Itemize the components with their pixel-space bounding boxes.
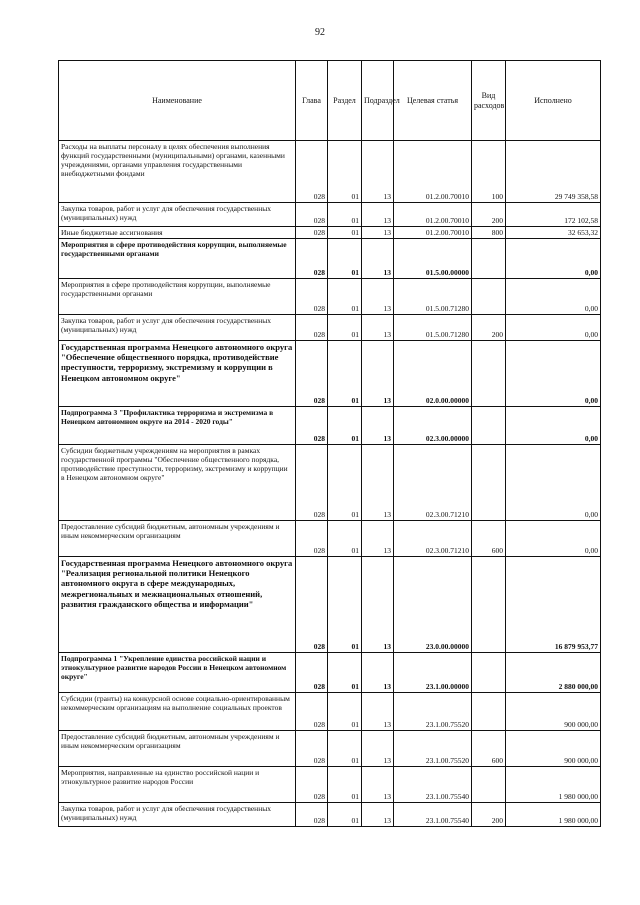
row-subsection: 13 bbox=[362, 731, 394, 767]
row-target: 01.5.00.71280 bbox=[394, 315, 472, 341]
row-subsection: 13 bbox=[362, 407, 394, 445]
row-executed: 1 980 000,00 bbox=[506, 767, 601, 803]
table-row bbox=[59, 767, 601, 803]
row-section: 01 bbox=[328, 653, 362, 693]
row-kind bbox=[472, 693, 506, 731]
row-executed: 0,00 bbox=[506, 445, 601, 521]
row-target: 23.1.00.00000 bbox=[394, 653, 472, 693]
row-target: 23.1.00.75520 bbox=[394, 693, 472, 731]
table-row bbox=[59, 557, 601, 653]
row-chapter: 028 bbox=[296, 653, 328, 693]
row-subsection: 13 bbox=[362, 653, 394, 693]
row-chapter: 028 bbox=[296, 803, 328, 827]
row-section: 01 bbox=[328, 203, 362, 227]
row-subsection: 13 bbox=[362, 803, 394, 827]
col-header-target: Целевая статья bbox=[394, 61, 472, 141]
budget-table bbox=[58, 60, 601, 827]
row-name: Предоставление субсидий бюджетным, автономным учреждениям и иным некоммерческим организациям bbox=[59, 731, 296, 767]
col-header-subsection: Подраздел bbox=[362, 61, 394, 141]
row-chapter: 028 bbox=[296, 239, 328, 279]
row-chapter: 028 bbox=[296, 557, 328, 653]
row-chapter: 028 bbox=[296, 203, 328, 227]
row-subsection: 13 bbox=[362, 767, 394, 803]
col-header-name: Наименование bbox=[59, 61, 296, 141]
row-kind: 800 bbox=[472, 227, 506, 239]
row-section: 01 bbox=[328, 731, 362, 767]
row-section: 01 bbox=[328, 407, 362, 445]
row-subsection: 13 bbox=[362, 279, 394, 315]
col-header-chapter: Глава bbox=[296, 61, 328, 141]
row-executed: 0,00 bbox=[506, 521, 601, 557]
row-name: Подпрограмма 1 "Укрепление единства российской нации и этнокультурное развитие народов России в Ненецком автономном округе" bbox=[59, 653, 296, 693]
row-subsection: 13 bbox=[362, 693, 394, 731]
row-target: 01.2.00.70010 bbox=[394, 203, 472, 227]
row-kind bbox=[472, 239, 506, 279]
row-target: 02.3.00.71210 bbox=[394, 445, 472, 521]
col-header-executed: Исполнено bbox=[506, 61, 601, 141]
row-executed: 1 980 000,00 bbox=[506, 803, 601, 827]
row-section: 01 bbox=[328, 521, 362, 557]
table-row bbox=[59, 803, 601, 827]
row-section: 01 bbox=[328, 557, 362, 653]
table-row bbox=[59, 341, 601, 407]
row-target: 23.1.00.75540 bbox=[394, 767, 472, 803]
table-row bbox=[59, 239, 601, 279]
row-kind bbox=[472, 445, 506, 521]
row-subsection: 13 bbox=[362, 521, 394, 557]
row-section: 01 bbox=[328, 239, 362, 279]
row-executed: 0,00 bbox=[506, 239, 601, 279]
table-row bbox=[59, 731, 601, 767]
row-executed: 900 000,00 bbox=[506, 693, 601, 731]
row-kind bbox=[472, 341, 506, 407]
table-row bbox=[59, 141, 601, 203]
row-subsection: 13 bbox=[362, 557, 394, 653]
row-target: 02.0.00.00000 bbox=[394, 341, 472, 407]
row-target: 23.1.00.75520 bbox=[394, 731, 472, 767]
row-chapter: 028 bbox=[296, 227, 328, 239]
table-row bbox=[59, 279, 601, 315]
row-subsection: 13 bbox=[362, 239, 394, 279]
table-row bbox=[59, 203, 601, 227]
row-section: 01 bbox=[328, 341, 362, 407]
row-kind: 200 bbox=[472, 315, 506, 341]
row-executed: 29 749 358,58 bbox=[506, 141, 601, 203]
row-executed: 2 880 000,00 bbox=[506, 653, 601, 693]
row-name: Мероприятия, направленные на единство российской нации и этнокультурное развитие народов России bbox=[59, 767, 296, 803]
row-subsection: 13 bbox=[362, 445, 394, 521]
row-target: 02.3.00.00000 bbox=[394, 407, 472, 445]
row-executed: 16 879 953,77 bbox=[506, 557, 601, 653]
row-target: 01.2.00.70010 bbox=[394, 141, 472, 203]
row-name: Закупка товаров, работ и услуг для обеспечения государственных (муниципальных) нужд bbox=[59, 315, 296, 341]
table-row bbox=[59, 315, 601, 341]
row-kind bbox=[472, 653, 506, 693]
row-executed: 0,00 bbox=[506, 341, 601, 407]
row-name: Подпрограмма 3 "Профилактика терроризма и экстремизма в Ненецком автономном округе на 2014 - 2020 годы" bbox=[59, 407, 296, 445]
row-chapter: 028 bbox=[296, 521, 328, 557]
row-target: 01.5.00.00000 bbox=[394, 239, 472, 279]
col-header-expense-type: Вид расходов bbox=[472, 61, 506, 141]
row-kind: 600 bbox=[472, 731, 506, 767]
table-row bbox=[59, 653, 601, 693]
row-name: Субсидии (гранты) на конкурсной основе социально-ориентированным некоммерческим организациям на выполнение социальных проектов bbox=[59, 693, 296, 731]
row-executed: 32 653,32 bbox=[506, 227, 601, 239]
row-chapter: 028 bbox=[296, 315, 328, 341]
row-kind: 200 bbox=[472, 803, 506, 827]
table-row bbox=[59, 227, 601, 239]
row-chapter: 028 bbox=[296, 445, 328, 521]
row-subsection: 13 bbox=[362, 203, 394, 227]
row-executed: 0,00 bbox=[506, 279, 601, 315]
row-kind bbox=[472, 767, 506, 803]
row-section: 01 bbox=[328, 141, 362, 203]
row-kind bbox=[472, 407, 506, 445]
page-number: 92 bbox=[315, 27, 325, 38]
row-executed: 0,00 bbox=[506, 407, 601, 445]
row-name: Субсидии бюджетным учреждениям на мероприятия в рамках государственной программы "Обеспечение общественного порядка, противодействие преступности, терроризму, экстремизму и коррупции в Ненецком автономном округе" bbox=[59, 445, 296, 521]
row-name: Государственная программа Ненецкого автономного округа "Обеспечение общественного порядка, противодействие преступности, терроризму, экстремизму и коррупции в Ненецком автономном округе" bbox=[59, 341, 296, 407]
row-section: 01 bbox=[328, 803, 362, 827]
table-header-row bbox=[59, 61, 601, 141]
row-name: Иные бюджетные ассигнования bbox=[59, 227, 296, 239]
row-name: Мероприятия в сфере противодействия коррупции, выполняемые государственными органами bbox=[59, 279, 296, 315]
row-target: 23.0.00.00000 bbox=[394, 557, 472, 653]
row-subsection: 13 bbox=[362, 341, 394, 407]
row-chapter: 028 bbox=[296, 767, 328, 803]
row-chapter: 028 bbox=[296, 341, 328, 407]
row-section: 01 bbox=[328, 279, 362, 315]
row-target: 01.2.00.70010 bbox=[394, 227, 472, 239]
row-name: Расходы на выплаты персоналу в целях обеспечения выполнения функций государственными (муниципальными) органами, казенными учреждениями, органами управления государственными внебюджетными фондами bbox=[59, 141, 296, 203]
row-section: 01 bbox=[328, 445, 362, 521]
row-executed: 900 000,00 bbox=[506, 731, 601, 767]
row-kind bbox=[472, 279, 506, 315]
table-row bbox=[59, 445, 601, 521]
row-name: Закупка товаров, работ и услуг для обеспечения государственных (муниципальных) нужд bbox=[59, 803, 296, 827]
row-section: 01 bbox=[328, 693, 362, 731]
row-name: Закупка товаров, работ и услуг для обеспечения государственных (муниципальных) нужд bbox=[59, 203, 296, 227]
row-kind: 100 bbox=[472, 141, 506, 203]
row-target: 01.5.00.71280 bbox=[394, 279, 472, 315]
row-executed: 0,00 bbox=[506, 315, 601, 341]
row-name: Мероприятия в сфере противодействия коррупции, выполняемые государственными органами bbox=[59, 239, 296, 279]
table-row bbox=[59, 521, 601, 557]
col-header-section: Раздел bbox=[328, 61, 362, 141]
row-kind bbox=[472, 557, 506, 653]
row-subsection: 13 bbox=[362, 141, 394, 203]
row-target: 02.3.00.71210 bbox=[394, 521, 472, 557]
row-section: 01 bbox=[328, 767, 362, 803]
row-chapter: 028 bbox=[296, 279, 328, 315]
row-name: Государственная программа Ненецкого автономного округа "Реализация региональной политики Ненецкого автономного округа в сфере международных, межрегиональных и межнациональных отношений, развития гражданского общества и информации" bbox=[59, 557, 296, 653]
row-subsection: 13 bbox=[362, 227, 394, 239]
row-name: Предоставление субсидий бюджетным, автономным учреждениям и иным некоммерческим организациям bbox=[59, 521, 296, 557]
row-target: 23.1.00.75540 bbox=[394, 803, 472, 827]
row-kind: 600 bbox=[472, 521, 506, 557]
row-section: 01 bbox=[328, 315, 362, 341]
row-chapter: 028 bbox=[296, 407, 328, 445]
row-executed: 172 102,58 bbox=[506, 203, 601, 227]
table-row bbox=[59, 407, 601, 445]
table-row bbox=[59, 693, 601, 731]
row-chapter: 028 bbox=[296, 693, 328, 731]
row-subsection: 13 bbox=[362, 315, 394, 341]
row-kind: 200 bbox=[472, 203, 506, 227]
row-section: 01 bbox=[328, 227, 362, 239]
row-chapter: 028 bbox=[296, 141, 328, 203]
row-chapter: 028 bbox=[296, 731, 328, 767]
